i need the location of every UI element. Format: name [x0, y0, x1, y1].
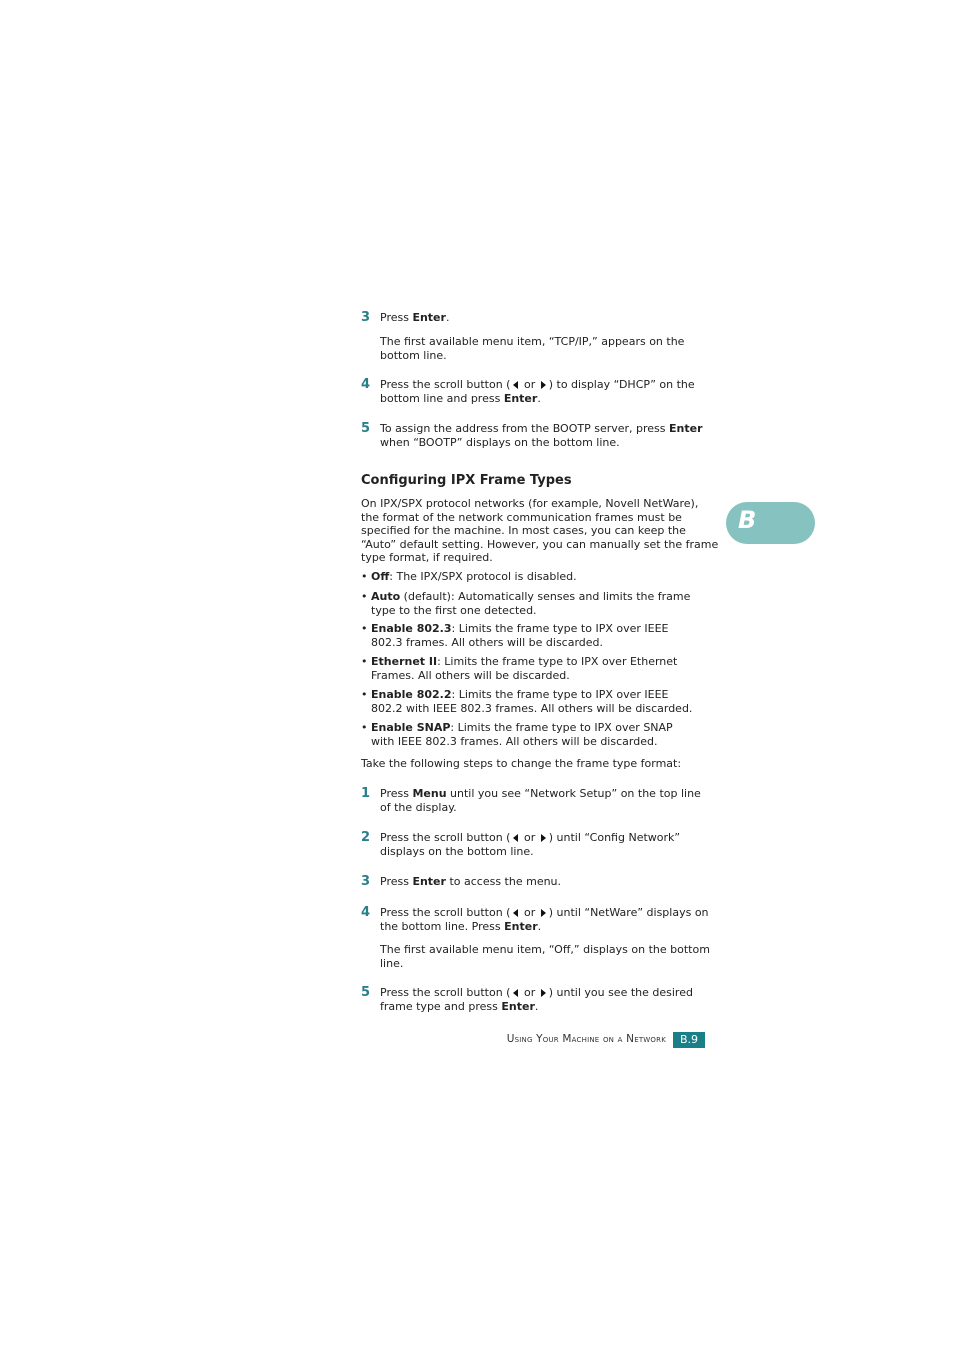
bullet-item: • Off: The IPX/SPX protocol is disabled. — [361, 570, 577, 583]
step-text: Press the scroll button ( or ) until “NetWare” displays on the bottom line. Press Enter. — [380, 906, 709, 933]
bullet-item: • Enable 802.3: Limits the frame type to IPX over IEEE 802.3 frames. All others will be discarded. — [361, 622, 669, 649]
right-arrow-icon — [541, 989, 546, 997]
left-arrow-icon — [513, 834, 518, 842]
step-text: Press the scroll button ( or ) until you see the desired frame type and press Enter. — [380, 986, 693, 1013]
left-arrow-icon — [513, 989, 518, 997]
right-arrow-icon — [541, 909, 546, 917]
step-text: Press the scroll button ( or ) until “Config Network” displays on the bottom line. — [380, 831, 681, 858]
step-note: The first available menu item, “Off,” displays on the bottom line. — [380, 943, 710, 970]
bullet-item: • Enable 802.2: Limits the frame type to IPX over IEEE 802.2 with IEEE 802.3 frames. All others will be discarded. — [361, 688, 693, 715]
chapter-letter: B — [738, 506, 757, 534]
take-steps-text: Take the following steps to change the frame type format: — [361, 757, 682, 770]
step-number: 1 — [361, 786, 371, 801]
section-heading: Configuring IPX Frame Types — [361, 473, 572, 488]
step-number: 3 — [361, 310, 371, 325]
step-number: 5 — [361, 421, 371, 436]
step-text: Press Enter to access the menu. — [380, 875, 562, 888]
bullet-item: • Ethernet II: Limits the frame type to IPX over Ethernet Frames. All others will be discarded. — [361, 655, 678, 682]
step-number: 4 — [361, 905, 371, 920]
step-note: The first available menu item, “TCP/IP,” appears on the bottom line. — [380, 335, 685, 362]
left-arrow-icon — [513, 909, 518, 917]
right-arrow-icon — [541, 834, 546, 842]
step-number: 3 — [361, 874, 371, 889]
bullet-item: • Enable SNAP: Limits the frame type to IPX over SNAP with IEEE 802.3 frames. All others will be discarded. — [361, 721, 673, 748]
intro-paragraph: On IPX/SPX protocol networks (for example, Novell NetWare), the format of the network communication frames must be specified for the machine. In most cases, you can keep the “Auto” default setting. However, you can manually set the frame type format, if required. — [361, 497, 719, 565]
footer-title: Using Your Machine on a Network — [506, 1033, 666, 1045]
page-number: B.9 — [673, 1032, 705, 1048]
step-number: 4 — [361, 377, 371, 392]
left-arrow-icon — [513, 381, 518, 389]
step-text: Press Enter. — [380, 311, 450, 324]
step-number: 2 — [361, 830, 371, 845]
step-text: Press Menu until you see “Network Setup” on the top line of the display. — [380, 787, 701, 814]
right-arrow-icon — [541, 381, 546, 389]
step-number: 5 — [361, 985, 371, 1000]
step-text: Press the scroll button ( or ) to display “DHCP” on the bottom line and press Enter. — [380, 378, 695, 405]
chapter-tab — [726, 502, 815, 544]
step-text: To assign the address from the BOOTP server, press Enter when “BOOTP” displays on the bottom line. — [380, 422, 703, 449]
bullet-item: • Auto (default): Automatically senses and limits the frame type to the first one detected. — [361, 590, 691, 617]
